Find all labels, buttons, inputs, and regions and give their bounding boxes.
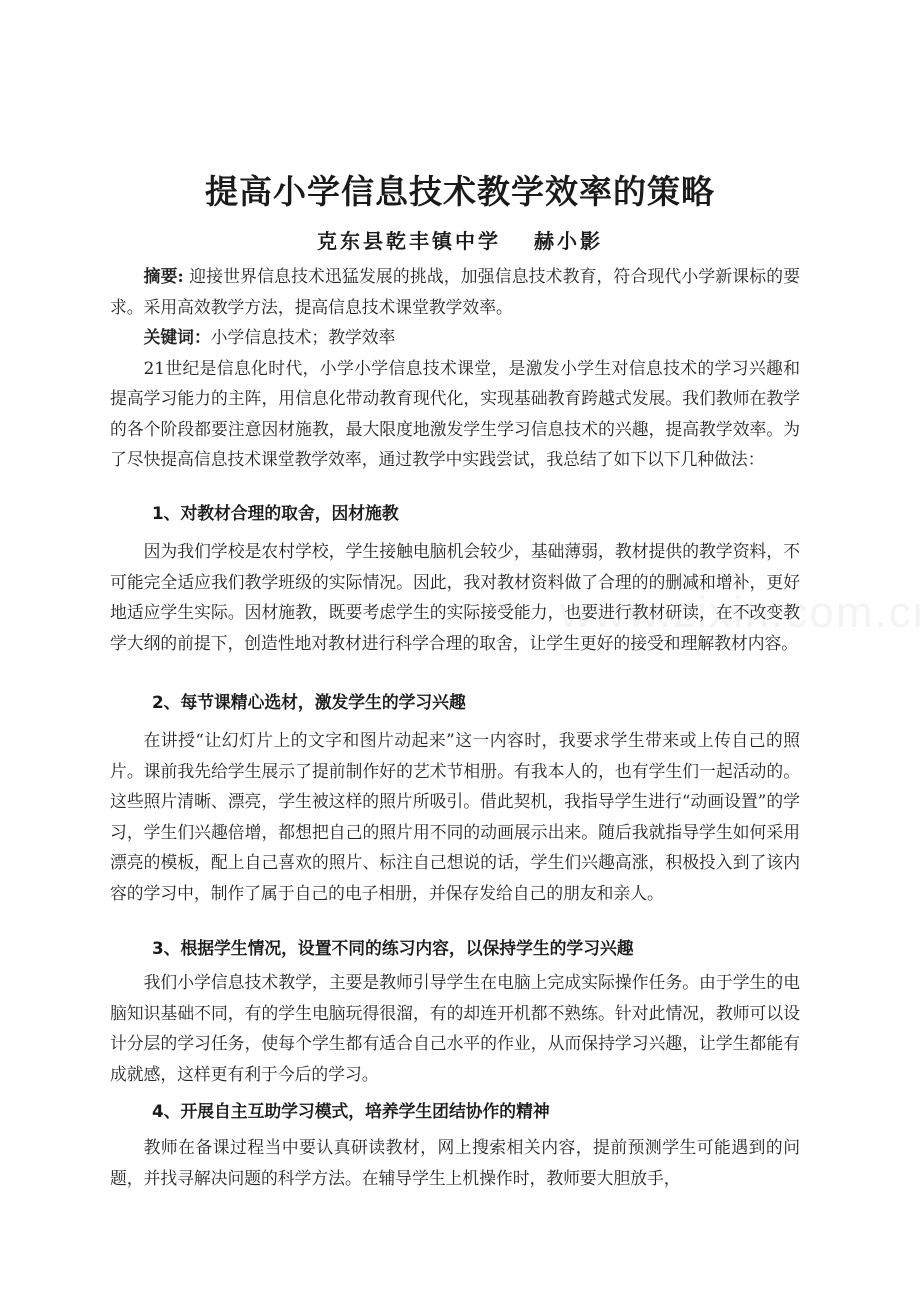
section-body <box>110 725 800 908</box>
front-matter <box>110 261 800 475</box>
section-heading: 2、每节课精心选材，激发学生的学习兴趣 <box>152 692 466 712</box>
section-heading: 4、开展自主互助学习模式，培养学生团结协作的精神 <box>152 1101 550 1121</box>
section-paragraph: 因为我们学校是农村学校，学生接触电脑机会较少，基础薄弱，教材提供的教学资料，不可能完全适应我们教学班级的实际情况。因此，我对教材资料做了合理的的删减和增补，更好地适应学生实际。因材施教，既要考虑学生的实际接受能力，也要进行教材研读，在不改变教学大纲的前提下，创造性地对教材进行科学合理的取舍，让学生更好的接受和理解教材内容。 <box>110 541 800 653</box>
keywords-label: 关键词： <box>143 327 211 347</box>
section-paragraph: 教师在备课过程当中要认真研读教材，网上搜索相关内容，提前预测学生可能遇到的问题，并找寻解决问题的科学方法。在辅导学生上机操作时，教师要大胆放手， <box>110 1137 800 1188</box>
section-paragraph: 我们小学信息技术教学，主要是教师引导学生在电脑上完成实际操作任务。由于学生的电脑知识基础不同，有的学生电脑玩得很溜，有的却连开机都不熟练。针对此情况，教师可以设计分层的学习任务，使每个学生都有适合自己水平的作业，从而保持学习兴趣，让学生都能有成就感，这样更有利于今后的学习。 <box>110 972 800 1084</box>
author-line: 克东县乾丰镇中学 赫小影 <box>317 229 603 253</box>
section-heading: 3、根据学生情况，设置不同的练习内容，以保持学生的学习兴趣 <box>152 938 634 958</box>
section-paragraph: 在讲授“让幻灯片上的文字和图片动起来”这一内容时，我要求学生带来或上传自己的照片。课前我先给学生展示了提前制作好的艺术节相册。有我本人的，也有学生们一起活动的。这些照片清晰、漂亮，学生被这样的照片所吸引。借此契机，我指导学生进行“动画设置”的学习，学生们兴趣倍增，都想把自己的照片用不同的动画展示出来。随后我就指导学生如何采用漂亮的模板，配上自己喜欢的照片、标注自己想说的话，学生们兴趣高涨，积极投入到了该内容的学习中，制作了属于自己的电子相册，并保存发给自己的朋友和亲人。 <box>110 730 800 903</box>
section-body <box>110 967 800 1089</box>
keywords-text: 小学信息技术；教学效率 <box>210 327 396 347</box>
section-body <box>110 1132 800 1193</box>
abstract-paragraph <box>110 261 800 322</box>
page-title: 提高小学信息技术教学效率的策略 <box>205 172 715 211</box>
abstract-label: 摘要: <box>143 266 184 286</box>
abstract-text: 迎接世界信息技术迅猛发展的挑战，加强信息技术教育，符合现代小学新课标的要求。采用高效教学方法，提高信息技术课堂教学效率。 <box>110 266 800 317</box>
section-heading: 1、对教材合理的取舍，因材施教 <box>152 503 399 523</box>
keywords-paragraph <box>110 322 800 353</box>
section-body <box>110 536 800 658</box>
intro-paragraph: 21世纪是信息化时代，小学小学信息技术课堂，是激发小学生对信息技术的学习兴趣和提高学习能力的主阵，用信息化带动教育现代化，实现基础教育跨越式发展。我们教师在教学的各个阶段都要注意因材施教，最大限度地激发学生学习信息技术的兴趣，提高教学效率。为了尽快提高信息技术课堂教学效率，通过教学中实践尝试，我总结了如下以下几种做法： <box>110 357 800 469</box>
